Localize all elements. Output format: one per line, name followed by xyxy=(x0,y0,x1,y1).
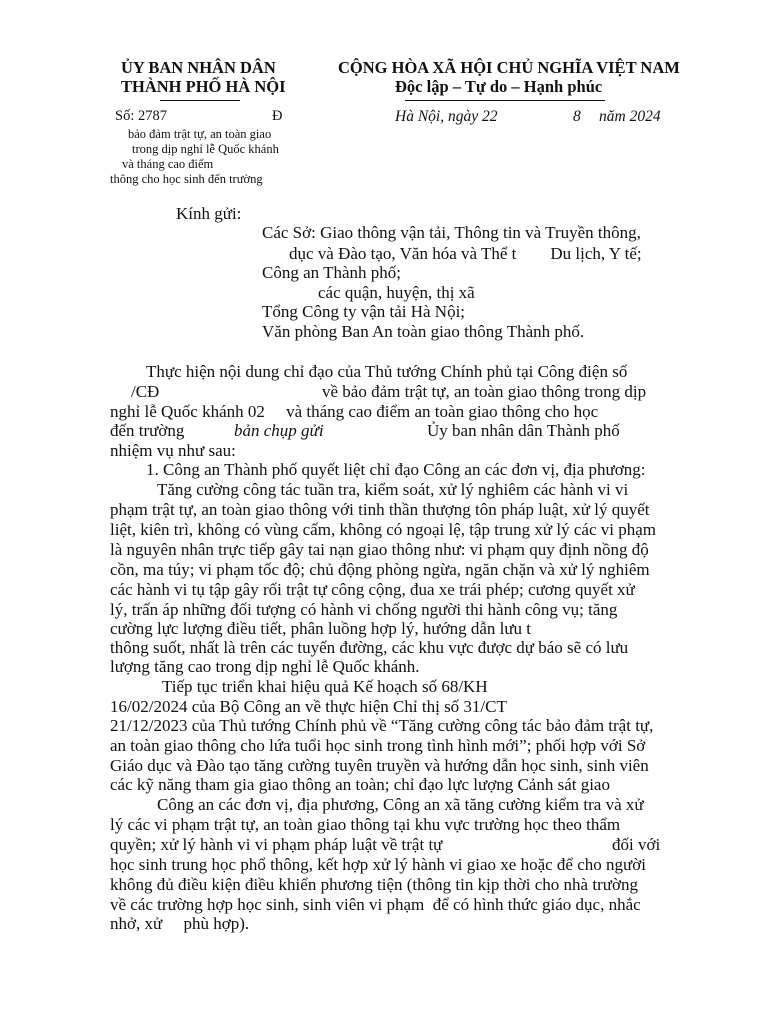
national-title: CỘNG HÒA XÃ HỘI CHỦ NGHĨA VIỆT NAM xyxy=(338,58,680,77)
document-number: Số: 2787 xyxy=(115,108,167,124)
date-month: 8 xyxy=(573,108,581,125)
intro-line: nhiệm vụ như sau: xyxy=(110,441,236,460)
paragraph-line: lượng tăng cao trong dịp nghỉ lễ Quốc khánh. xyxy=(110,657,420,676)
recipient-line: Công an Thành phố; xyxy=(262,263,401,282)
subject-line: và tháng cao điểm xyxy=(122,157,214,171)
paragraph-line: Giáo dục và Đào tạo tăng cường tuyên truyền và hướng dẫn học sinh, sinh viên xyxy=(110,756,649,775)
paragraph-line: đối với xyxy=(612,835,661,854)
issuer-line-1: ỦY BAN NHÂN DÂN xyxy=(121,58,276,77)
paragraph-line: Tăng cường công tác tuần tra, kiểm soát, xử lý nghiêm các hành vi vi xyxy=(157,480,629,499)
issuer-underline xyxy=(160,100,240,101)
paragraph-line: cường lực lượng điều tiết, phân luồng hợp lý, hướng dẫn lưu t xyxy=(110,619,532,638)
national-motto: Độc lập – Tự do – Hạnh phúc xyxy=(395,77,603,96)
motto-underline xyxy=(405,100,605,101)
paragraph-line: học sinh trung học phổ thông, kết hợp xử lý hành vi giao xe hoặc để cho người xyxy=(110,855,646,874)
document-number-suffix: Đ xyxy=(272,108,283,124)
paragraph-line: về các trường hợp học sinh, sinh viên vi phạm để có hình thức giáo dục, nhắc xyxy=(110,895,641,914)
recipient-line: Các Sở: Giao thông vận tải, Thông tin và Truyền thông, xyxy=(262,223,641,242)
paragraph-line: các kỹ năng tham gia giao thông an toàn; chỉ đạo lực lượng Cảnh sát giao xyxy=(110,775,610,794)
paragraph-line: Công an các đơn vị, địa phương, Công an xã tăng cường kiểm tra và xử xyxy=(157,795,644,814)
section-heading: 1. Công an Thành phố quyết liệt chỉ đạo Công an các đơn vị, địa phương: xyxy=(146,460,646,479)
paragraph-line: 21/12/2023 của Thủ tướng Chính phủ về “Tăng cường công tác bảo đảm trật tự, xyxy=(110,716,654,735)
intro-line: nghỉ lễ Quốc khánh 02 và tháng cao điểm an toàn giao thông cho học xyxy=(110,402,599,421)
recipient-line: Tổng Công ty vận tải Hà Nội; xyxy=(262,302,466,321)
recipient-line: dục và Đào tạo, Văn hóa và Thể t Du lịch, Y tế; xyxy=(289,244,642,263)
paragraph-line: 16/02/2024 của Bộ Công an về thực hiện Chỉ thị số 31/CT xyxy=(110,697,507,716)
recipient-line: Văn phòng Ban An toàn giao thông Thành phố. xyxy=(262,322,585,341)
intro-line: /CĐ xyxy=(131,382,160,401)
paragraph-line: phạm trật tự, an toàn giao thông với tinh thần thượng tôn pháp luật, xử lý quyết xyxy=(110,500,650,519)
paragraph-line: lý, trấn áp những đối tượng có hành vi chống người thi hành công vụ; tăng xyxy=(110,600,618,619)
paragraph-line: nhở, xử phù hợp). xyxy=(110,914,250,933)
intro-line: đến trường xyxy=(110,421,185,440)
place-date: Hà Nội, ngày 22 xyxy=(395,108,498,125)
paragraph-line: không đủ điều kiện điều khiển phương tiện (thông tin kịp thời cho nhà trường xyxy=(110,875,638,894)
paragraph-line: lý các vi phạm trật tự, an toàn giao thông tại khu vực trường học theo thẩm xyxy=(110,815,621,834)
paragraph-line: cồn, ma túy; vi phạm tốc độ; chủ động phòng ngừa, ngăn chặn và xử lý nghiêm xyxy=(110,560,650,579)
subject-line: bảo đảm trật tự, an toàn giao xyxy=(128,127,272,141)
paragraph-line: quyền; xử lý hành vi vi phạm pháp luật về trật tự xyxy=(110,835,443,854)
paragraph-line: liệt, kiên trì, không có vùng cấm, không có ngoại lệ, tập trung xử lý các vi phạm xyxy=(110,520,657,539)
paragraph-line: các hành vi tụ tập gây rối trật tự công cộng, đua xe trái phép; cương quyết xử xyxy=(110,580,635,599)
subject-line: thông cho học sinh đến trường xyxy=(110,172,263,186)
subject-line: trong dịp nghỉ lễ Quốc khánh xyxy=(132,142,279,156)
paragraph-line: Tiếp tục triển khai hiệu quả Kế hoạch số 68/KH xyxy=(162,677,488,696)
intro-line: Thực hiện nội dung chỉ đạo của Thủ tướng Chính phủ tại Công điện số xyxy=(146,362,628,381)
intro-line: bản chụp gửi xyxy=(234,421,324,440)
intro-line: Ủy ban nhân dân Thành phố xyxy=(427,421,620,440)
recipients-label: Kính gửi: xyxy=(176,204,242,223)
recipient-line: các quận, huyện, thị xã xyxy=(318,283,475,302)
paragraph-line: là nguyên nhân trực tiếp gây tai nạn giao thông như: vi phạm quy định nồng độ xyxy=(110,540,649,559)
paragraph-line: an toàn giao thông cho lứa tuổi học sinh trong tình hình mới”; phối hợp với Sở xyxy=(110,736,646,755)
paragraph-line: thông suốt, nhất là trên các tuyến đường, các khu vực được dự báo sẽ có lưu xyxy=(110,638,629,657)
date-year: năm 2024 xyxy=(599,108,661,125)
intro-line: về bảo đảm trật tự, an toàn giao thông trong dịp xyxy=(322,382,647,401)
issuer-line-2: THÀNH PHỐ HÀ NỘI xyxy=(121,77,286,96)
